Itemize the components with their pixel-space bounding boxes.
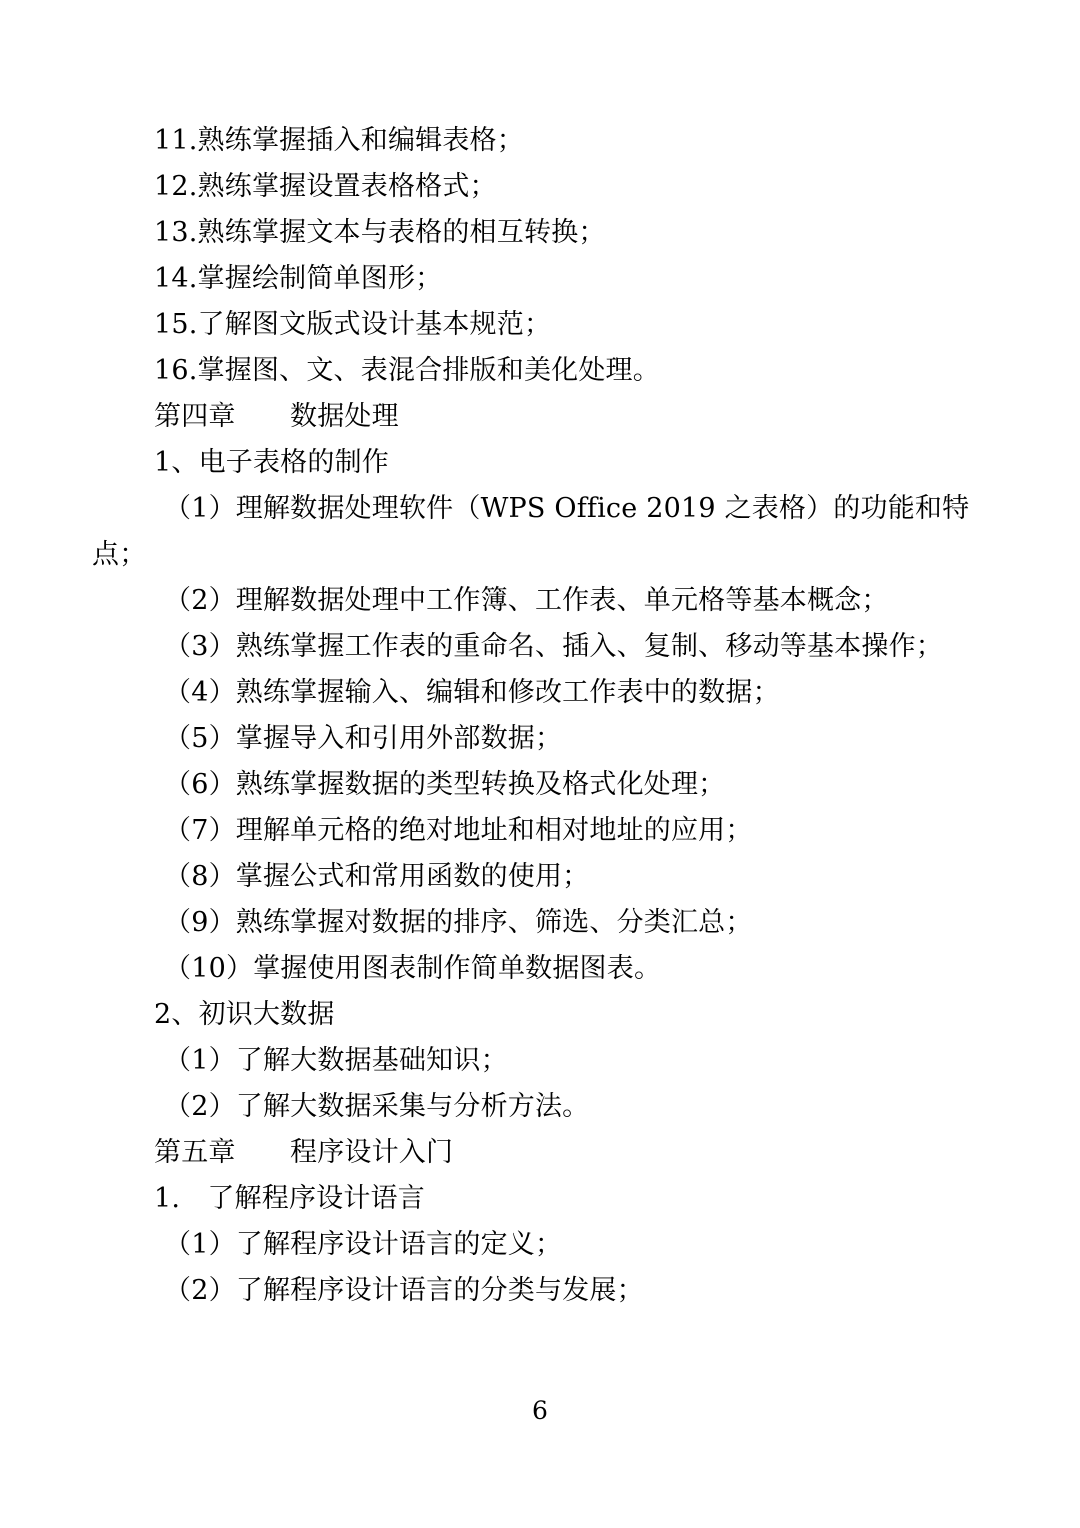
body-line: （8）掌握公式和常用函数的使用；: [164, 861, 590, 892]
body-line: （7）理解单元格的绝对地址和相对地址的应用；: [164, 815, 753, 846]
body-line: （3）熟练掌握工作表的重命名、插入、复制、移动等基本操作；: [164, 631, 943, 662]
body-line: （2）了解程序设计语言的分类与发展；: [164, 1275, 644, 1306]
body-line: 12.熟练掌握设置表格格式；: [154, 171, 497, 202]
body-line: （2）理解数据处理中工作簿、工作表、单元格等基本概念；: [164, 585, 889, 616]
page-number: 6: [532, 1396, 548, 1425]
body-line: （1）理解数据处理软件（WPS Office 2019 之表格）的功能和特: [164, 493, 970, 524]
body-line: （5）掌握导入和引用外部数据；: [164, 723, 563, 754]
body-line: （9）熟练掌握对数据的排序、筛选、分类汇总；: [164, 907, 753, 938]
document-body: [92, 118, 992, 1314]
body-line: 1. 了解程序设计语言: [154, 1183, 425, 1214]
body-line: 16.掌握图、文、表混合排版和美化处理。: [154, 355, 660, 386]
body-line: （2）了解大数据采集与分析方法。: [164, 1091, 590, 1122]
body-line: 11.熟练掌握插入和编辑表格；: [154, 125, 524, 156]
section-heading: 第五章 程序设计入门: [154, 1137, 454, 1168]
body-line: （1）了解大数据基础知识；: [164, 1045, 508, 1076]
body-line: （6）熟练掌握数据的类型转换及格式化处理；: [164, 769, 726, 800]
body-line: 15.了解图文版式设计基本规范；: [154, 309, 552, 340]
body-line: （4）熟练掌握输入、编辑和修改工作表中的数据；: [164, 677, 780, 708]
body-line: （1）了解程序设计语言的定义；: [164, 1229, 563, 1260]
body-line: 14.掌握绘制简单图形；: [154, 263, 443, 294]
section-heading: 第四章 数据处理: [154, 401, 399, 432]
body-line: 1、电子表格的制作: [154, 447, 389, 478]
body-line: 点；: [92, 539, 147, 570]
body-line: 2、初识大数据: [154, 999, 335, 1030]
body-line: 13.熟练掌握文本与表格的相互转换；: [154, 217, 606, 248]
body-line: （10）掌握使用图表制作简单数据图表。: [164, 953, 662, 984]
